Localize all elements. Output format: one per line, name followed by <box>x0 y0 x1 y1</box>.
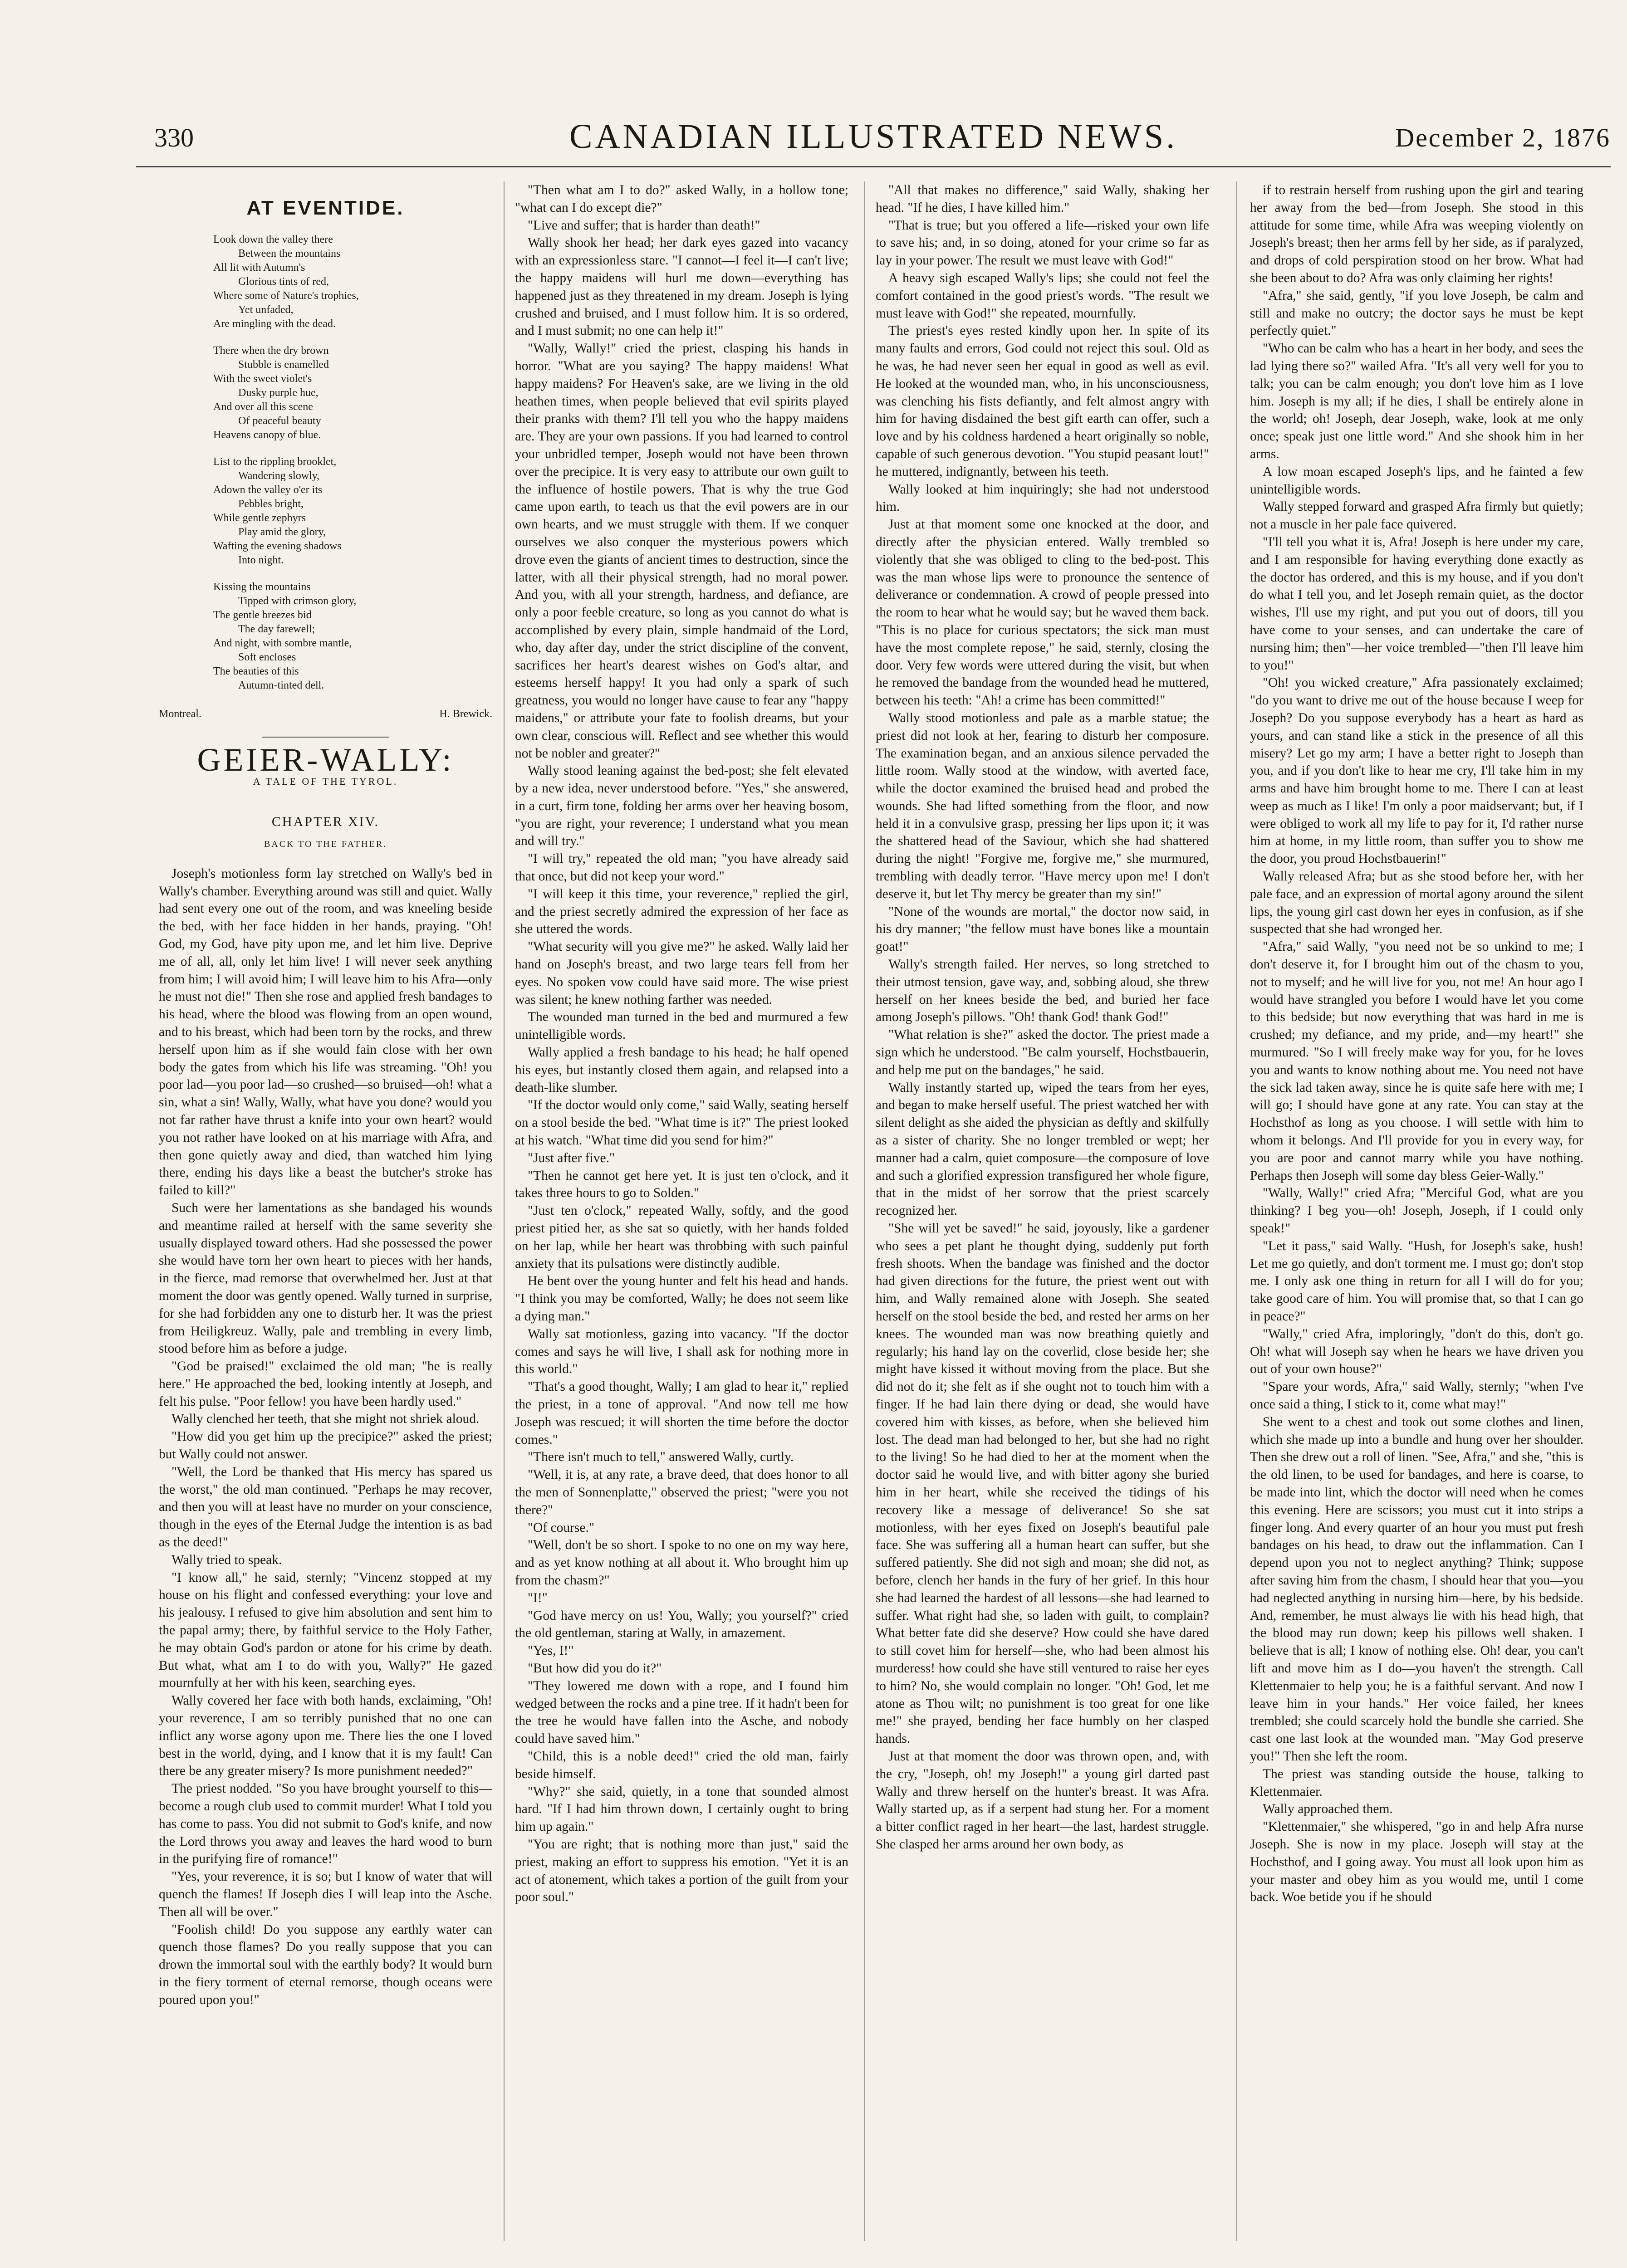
paragraph: "All that makes no difference," said Wally, shaking her head. "If he dies, I have killed him." <box>876 183 1209 215</box>
poem-line: List to the rippling brooklet, <box>213 455 337 468</box>
paragraph: "Let it pass," said Wally. "Hush, for Joseph's sake, hush! Let me go quietly, and don't torment me. I must go; don't stop me. I only ask one thing in return for all I will do for you; take good care of him. You will promise that, so that I can go in peace?" <box>1250 1238 1583 1324</box>
paragraph: "Just ten o'clock," repeated Wally, softly, and the good priest pitied her, as she sat so quietly, with her hands folded on her lap, while her heart was throbbing with such painful anxiety that its pulsations were distinctly audible. <box>515 1203 848 1271</box>
paragraph: "You are right; that is nothing more than just," said the priest, making an effort to suppress his emotion. "Yet it is an act of atonement, which takes a portion of the guilt from your poor soul." <box>515 1837 848 1905</box>
paragraph: Wally clenched her teeth, that she might not shriek aloud. <box>172 1412 480 1427</box>
poem-line: Dusky purple hue, <box>238 386 319 399</box>
poem-line: Glorious tints of red, <box>238 275 329 288</box>
paragraph: She went to a chest and took out some clothes and linen, which she made up into a bundle and hung over her shoulder. Then she drew out a roll of linen. "See, Afra," and she, "this is the old linen, to be used for bandages, and here is coarse, to be made into lint, which the doctor will need when he comes this evening. Here are scissors; you must cut it into strips a finger long. And every quarter of an hour you must put fresh bandages on his head, to draw out the inflammation. Can I depend upon you not to neglect anything? Think; suppose after saving him from the chasm, I should hear that you—you had neglected anything in nursing him—here, by his bedside. And, remember, he must always lie with his head high, that the blood may run down; keep his pillows well shaken. I believe that is all; I know of nothing else. Oh! dear, you can't lift and move him as I do—you haven't the strength. Call Klettenmaier to help you; he is a faithful servant. And now I leave him in your hands." Her voice failed, her knees trembled; she could scarcely hold the bundle she carried. She cast one last look at the wounded man. "May God preserve you!" Then she left the room. <box>1250 1414 1583 1764</box>
chapter-title: BACK TO THE FATHER. <box>264 839 387 849</box>
page-header <box>136 109 1611 163</box>
paragraph: "They lowered me down with a rope, and I found him wedged between the rocks and a pine tree. If it hadn't been for the tree he would have fallen into the Asche, and nobody could have saved him." <box>515 1678 848 1746</box>
paragraph: "Live and suffer; that is harder than death!" <box>528 218 760 233</box>
paragraph: Wally instantly started up, wiped the tears from her eyes, and began to make herself useful. The priest watched her with silent delight as she aided the physician as deftly and skilfully as a sister of charity. She no longer trembled or wept; her manner had a calm, quiet composure—the composure of love and such a glorified expression transfigured her whole figure, that in the midst of her sorrow that the priest scarcely recognized her. <box>876 1080 1209 1218</box>
paragraph: "Yes, your reverence, it is so; but I know of water that will quench the flames! If Joseph dies I will leap into the Asche. Then all will be over." <box>159 1869 492 1919</box>
paragraph: Joseph's motionless form lay stretched on Wally's bed in Wally's chamber. Everything around was still and quiet. Wally had sent every one out of the room, and was kneeling beside the bed, with her face hidden in her hands, praying. "Oh! God, my God, have pity upon me, and let him live. Deprive me of all, all, only let him live! I will never seek anything from him; I will avoid him; I will leave him to his Afra—only he must not die!" Then she rose and applied fresh bandages to his head, where the blood was flowing from an open wound, and to his breast, which had been torn by the rocks, and threw herself upon him as if she would fain close with her own body the gates from which his life was streaming. "Oh! you poor lad—you poor lad—so crushed—so bruised—oh! what a sin, what a sin! Wally, Wally, what have you done? would you not far rather have thrust a knife into your own heart? would you not rather have looked on at his marriage with Afra, and then gone quietly away and died, than watched him lying there, ending his days like a beast the butcher's stroke has failed to kill?" <box>159 866 492 1198</box>
poem-line: With the sweet violet's <box>213 372 312 385</box>
column-text <box>1250 181 1583 1906</box>
paragraph: "God be praised!" exclaimed the old man; "he is really here." He approached the bed, looking intently at Joseph, and felt his pulse. "Poor fellow! you have been hardly used." <box>159 1359 492 1409</box>
paragraph: "Who can be calm who has a heart in her body, and sees the lad lying there so?" wailed Afra. "It's all very well for you to talk; you can be calm enough; you don't love him as I love him. Joseph is my all; if he dies, I shall be entirely alone in the world; oh! Joseph, dear Joseph, wake, look at me only once; speak just one little word." And she shook him in her arms. <box>1250 341 1583 461</box>
column-text <box>876 181 1209 1853</box>
poem-stanza <box>159 580 492 693</box>
issue-date: December 2, 1876 <box>1395 123 1611 152</box>
poem-line: Pebbles bright, <box>238 498 304 510</box>
paragraph: The wounded man turned in the bed and murmured a few unintelligible words. <box>515 1010 848 1042</box>
poem-line: Adown the valley o'er its <box>213 484 323 496</box>
paragraph: "There isn't much to tell," answered Wally, curtly. <box>528 1450 794 1465</box>
paragraph: A low moan escaped Joseph's lips, and he fainted a few unintelligible words. <box>1250 464 1583 497</box>
poem-line: There when the dry brown <box>213 344 329 357</box>
poem-line: Of peaceful beauty <box>238 415 321 427</box>
paragraph: "If the doctor would only come," said Wally, seating herself on a stool beside the bed. "What time is it?" The priest looked at his watch. "What time did you send for him?" <box>515 1098 848 1148</box>
paragraph: "I know all," he said, sternly; "Vincenz stopped at my house on his flight and confessed everything: your love and his jealousy. I refused to give him absolution and sent him to the papal army; there, by faithful service to the Holy Father, he may obtain God's pardon or atone for his crime by death. But what, what am I to do with you, Wally?" He gazed mournfully at her with his keen, searching eyes. <box>159 1570 492 1691</box>
paragraph: He bent over the young hunter and felt his head and hands. "I think you may be comforted, Wally; he does not seem like a dying man." <box>515 1274 848 1324</box>
poem-stanza <box>159 455 492 567</box>
paragraph: "Of course." <box>528 1520 594 1535</box>
poem-line: Kissing the mountains <box>213 581 311 593</box>
paragraph: A heavy sigh escaped Wally's lips; she could not feel the comfort contained in the good priest's words. "The result we must leave with God!" she repeated, mournfully. <box>876 270 1209 321</box>
story-title: GEIER-WALLY: <box>197 741 454 778</box>
poem-signature <box>159 705 492 723</box>
column-divider <box>504 181 505 2241</box>
poem-stanza <box>159 344 492 442</box>
poem-line: The gentle breezes bid <box>213 609 312 621</box>
paragraph: Wally applied a fresh bandage to his head; he half opened his eyes, but instantly closed them again, and relapsed into a death-like slumber. <box>515 1045 848 1095</box>
paragraph: Just at that moment some one knocked at the door, and directly after the physician entered. Wally trembled so violently that she was obliged to cling to the bed-post. This was the man whose lips were to pronounce the sentence of deliverance or condemnation. A crowd of people pressed into the room to hear what he would say; but he waved them back. "This is no place for curious spectators; the sick man must have the most complete repose," he said, sternly, closing the door. Very few words were uttered during the visit, but when he removed the bandage from the wounded head he muttered, between his teeth: "Ah! a crime has been committed!" <box>876 517 1209 708</box>
paragraph: Wally tried to speak. <box>172 1552 282 1567</box>
paragraph: "That's a good thought, Wally; I am glad to hear it," replied the priest, in a tone of approval. "And now tell me how Joseph was rescued; it will shorten the time before the doctor comes." <box>515 1379 848 1447</box>
poem-line: Look down the valley there <box>213 233 333 245</box>
poem-line: Where some of Nature's trophies, <box>213 289 359 302</box>
paragraph: Wally sat motionless, gazing into vacancy. "If the doctor comes and says he will live, I shall ask for nothing more in this world." <box>515 1326 848 1377</box>
paragraph: Wally covered her face with both hands, exclaiming, "Oh! your reverence, I am so terribly punished that no one can inflict any worse agony upon me. There lies the one I loved best in the world, dying, and I know that it is my fault! Can there be any greater misery? Is more punishment needed?" <box>159 1693 492 1779</box>
poem-line: Wafting the evening shadows <box>213 540 342 552</box>
paragraph: Just at that moment the door was thrown open, and, with the cry, "Joseph, oh! my Joseph!" a young girl darted past Wally and threw herself on the hunter's breast. It was Afra. Wally started up, as if a serpent had stung her. For a moment a bitter conflict raged in her heart—the last, hardest struggle. She clasped her arms around her own body, as <box>876 1749 1209 1852</box>
paragraph: "What security will you give me?" he asked. Wally laid her hand on Joseph's breast, and two large tears fell from her eyes. No spoken vow could have said more. The wise priest was silent; he knew nothing farther was needed. <box>515 939 848 1007</box>
paragraph: "Well, don't be so short. I spoke to no one on my way here, and as yet know nothing at all about it. Who brought him up from the chasm?" <box>515 1538 848 1588</box>
paragraph: "Then he cannot get here yet. It is just ten o'clock, and it takes three hours to go to Solden." <box>515 1168 848 1201</box>
paragraph: "Child, this is a noble deed!" cried the old man, fairly beside himself. <box>515 1749 848 1781</box>
column-4 <box>1250 181 1583 2241</box>
paragraph: The priest was standing outside the house, talking to Klettenmaier. <box>1250 1766 1583 1799</box>
column-text <box>159 865 492 2009</box>
paragraph: "I will try," repeated the old man; "you have already said that once, but did not keep your word." <box>515 851 848 884</box>
paragraph: "Oh! you wicked creature," Afra passionately exclaimed; "do you want to drive me out of the house because I weep for Joseph? Do you suppose everybody has a heart as hard as yours, and can stand like a stick in the presence of all this misery? Let go my arm; I have a better right to Joseph than you, and if you don't like to hear me cry, I'll take him in my arms and have him brought home to me. There I can at least weep as much as I like! I'm only a poor maidservant; but, if I were obliged to work all my life to pay for it, I'd rather nurse him at home, in my little room, than suffer you to show me the door, you proud Hochstbauerin!" <box>1250 675 1583 866</box>
chapter-heading: CHAPTER XIV. <box>271 814 380 830</box>
column-text <box>515 181 848 1906</box>
column-divider <box>864 181 865 2241</box>
paragraph: "Just after five." <box>528 1150 615 1165</box>
paragraph: Such were her lamentations as she bandaged his wounds and meantime railed at herself with the same severity she usually displayed toward others. Had she possessed the power she would have torn her own heart to pieces with her hands, in the fierce, mad remorse that overwhelmed her. Just at that moment the door was gently opened. Wally turned in surprise, for she had forbidden any one to disturb her. It was the priest from Heiligkreuz. Wally, pale and trembling in every limb, stood before him as before a judge. <box>159 1200 492 1356</box>
poem-author: H. Brewick. <box>439 708 492 720</box>
paragraph: "Spare your words, Afra," said Wally, sternly; "when I've once said a thing, I stick to it, come what may!" <box>1250 1379 1583 1412</box>
paragraph: "I!" <box>528 1590 548 1605</box>
poem-line: Play amid the glory, <box>238 526 326 538</box>
column-2 <box>515 181 848 2241</box>
paragraph: Wally shook her head; her dark eyes gazed into vacancy with an expressionless stare. "I cannot—I feel it—I can't live; the happy maidens will hurl me down—everything has happened just as they threatened in my dream. Joseph is lying crushed and bruised, and I must follow him. It is so ordered, and I must submit; no one can help it!" <box>515 235 848 338</box>
poem-line: Tipped with crimson glory, <box>238 595 357 607</box>
paragraph: "Klettenmaier," she whispered, "go in and help Afra nurse Joseph. She is now in my place. Joseph will stay at the Hochsthof, and I going away. You must all look upon him as your master and obey him as you would me, until I come back. Woe betide you if he should <box>1250 1819 1583 1905</box>
paragraph: Wally approached them. <box>1263 1802 1393 1817</box>
poem-line: Heavens canopy of blue. <box>213 429 321 441</box>
section-divider <box>262 737 389 738</box>
poem-line: All lit with Autumn's <box>213 261 305 274</box>
paragraph: "But how did you do it?" <box>528 1661 662 1676</box>
paragraph: The priest's eyes rested kindly upon her. In spite of its many faults and errors, God could not reject this soul. Old as he was, he had never seen her equal in good as well as evil. He looked at the wounded man, who, in his unconsciousness, was clenching his fists defiantly, and felt almost angry with him for having disdained the best gift earth can offer, such a love and by his coldness hardened a heart originally so noble, capable of such generous devotion. "You stupid peasant lout!" he muttered, indignantly, between his teeth. <box>876 323 1209 479</box>
poem-line: Between the mountains <box>238 247 341 259</box>
paragraph: "How did you get him up the precipice?" asked the priest; but Wally could not answer. <box>159 1429 492 1462</box>
paragraph: Wally looked at him inquiringly; she had not understood him. <box>876 482 1209 514</box>
poem-body <box>159 233 492 693</box>
poem-stanza <box>159 233 492 331</box>
paragraph: The priest nodded. "So you have brought yourself to this—become a rough club used to commit murder! What I told you has come to pass. You did not submit to God's knife, and now the Lord throws you away and leaves the hard wood to burn in the purifying fire of romance!" <box>159 1781 492 1867</box>
paragraph: "Afra," she said, gently, "if you love Joseph, be calm and still and make no outcry; the doctor says he must be kept perfectly quiet." <box>1250 288 1583 338</box>
poem-line: Wandering slowly, <box>238 469 320 482</box>
publication-title: CANADIAN ILLUSTRATED NEWS. <box>569 117 1178 156</box>
poem-line: Stubble is enamelled <box>238 358 329 371</box>
poem-line: The day farewell; <box>238 623 315 635</box>
poem-title: AT EVENTIDE. <box>246 197 405 219</box>
poem-place: Montreal. <box>159 708 201 720</box>
poem-line: Are mingling with the dead. <box>213 318 336 330</box>
paragraph: Wally stood leaning against the bed-post; she felt elevated by a new idea, never understood before. "Yes," she answered, in a curt, firm tone, folding her arms over her heaving bosom, "you are right, your reverence; I understand what you mean and will try." <box>515 763 848 849</box>
column-3 <box>876 181 1209 2241</box>
paragraph: "Why?" she said, quietly, in a tone that sounded almost hard. "If I had him thrown down, I certainly ought to bring him up again." <box>515 1784 848 1834</box>
paragraph: "She will yet be saved!" he said, joyously, like a gardener who sees a pet plant he thought dying, suddenly put forth fresh shoots. When the bandage was finished and the doctor had given directions for the future, the priest went out with him, and Wally remained alone with Joseph. She seated herself on the stool beside the bed, and rested her arms on her knees. The wounded man was now breathing quietly and regularly; his hand lay on the coverlid, close beside her; she might have kissed it without moving from the place. But she did not do it; she felt as if she ought not to touch him with a finger. If he had lain there dying or dead, she would have covered him with kisses, as before, when she believed him lost. The dead man had belonged to her, but she had no right to the living! So he had died to her at the moment when the doctor said he would live, and with bitter agony she buried him in her heart, while she received the tidings of his recovery like a message of deliverance! So she sat motionless, with her eyes fixed on Joseph's beautiful pale face. She was suffering all a human heart can suffer, but she suffered patiently. She did not sigh and moan; she did not, as before, clench her hands in the fury of her grief. In this hour she had learned the hardest of all lessons—she had learned to suffer. What right had she, so laden with guilt, to complain? What better fate did she deserve? How could she have dared to still covet him for herself—she, who had been almost his murderess! how could she have still ventured to raise her eyes to him? No, she would complain no longer. "Oh! God, let me atone as Thou wilt; no punishment is too great for one like me!" she prayed, bending her face humbly on her clasped hands. <box>876 1221 1209 1746</box>
paragraph: "Well, it is, at any rate, a brave deed, that does honor to all the men of Sonnenplatte," observed the priest; "were you not there?" <box>515 1467 848 1517</box>
poem-line: While gentle zephyrs <box>213 512 306 524</box>
paragraph: "God have mercy on us! You, Wally; you yourself?" cried the old gentleman, staring at Wally, in amazement. <box>515 1608 848 1641</box>
paragraph: "Yes, I!" <box>528 1643 574 1658</box>
paragraph: "Wally, Wally!" cried the priest, clasping his hands in horror. "What are you saying? The happy maidens! What happy maidens? For Heaven's sake, are we living in the old heathen times, when people believed that evil spirits played their pranks with them? I'll tell you who the happy maidens are. They are your own passions. If you had learned to control your unbridled temper, Joseph would not have been thrown over the precipice. It is very easy to attribute our own guilt to the influence of hostile powers. That is why the true God came upon earth, to teach us that the evil powers are in our own hearts, and we must struggle with them. If we conquer ourselves we also conquer the mysterious powers which drove even the giants of ancient times to destruction, since the latter, with all their physical strength, had no moral power. And you, with all your strength, hardness, and defiance, are only a poor feeble creature, so long as you cannot do what is accomplished by every plain, simple handmaid of the Lord, who, day after day, under the strict discipline of the convent, sacrifices her heart's dearest wishes on God's altar, and esteems herself happy! It you had only a spark of such greatness, you would no longer have cause to fear any "happy maidens," or attribute your fate to foolish dreams, but your own clear, conscious will. Reflect and see whether this would not be nobler and greater?" <box>515 341 848 761</box>
page-number: 330 <box>154 123 194 152</box>
poem-line: Autumn-tinted dell. <box>238 679 324 691</box>
poem-line: And night, with sombre mantle, <box>213 637 352 649</box>
newspaper-page <box>136 109 1611 2250</box>
paragraph: "Well, the Lord be thanked that His mercy has spared us the worst," the old man continued. "Perhaps he may recover, and then you will at least have no murder on your conscience, though in the eyes of the Eternal Judge the intention is as bad as the deed!" <box>159 1464 492 1550</box>
header-rule <box>136 166 1611 167</box>
paragraph: "Afra," said Wally, "you need not be so unkind to me; I don't deserve it, for I brought him out of the chasm to you, not to myself; and he will live for you, not me! An hour ago I would have strangled you before I would have let you come to this bedside; but now everything that was hard in me is crushed; my defiance, and my pride, and—my heart!" she murmured. "So I will freely make way for you, for he loves you and wants to know nothing about me. You need not have the sick lad taken away, since he is quite safe here with me; I will go; I should have gone at any rate. You can stay at the Hochsthof as long as you choose. I will settle with him to whom it belongs. And I'll provide for you in every way, for you are poor and cannot marry while you have nothing. Perhaps then Joseph will some day bless Geier-Wally." <box>1250 939 1583 1183</box>
paragraph: "Wally," cried Afra, imploringly, "don't do this, don't go. Oh! what will Joseph say when he hears we have driven you out of your own house?" <box>1250 1326 1583 1377</box>
paragraph: if to restrain herself from rushing upon the girl and tearing her away from the bed—from Joseph. She stood in this attitude for some time, while Afra was weeping violently on Joseph's breast; then her arms fell by her side, as if paralyzed, and drops of cold perspiration stood on her brow. What had she been about to do? Afra was only claiming her rights! <box>1250 183 1583 285</box>
paragraph: Wally released Afra; but as she stood before her, with her pale face, and an expression of mortal agony around the silent lips, the young girl cast down her eyes in confusion, as if she suspected that she had wronged her. <box>1250 869 1583 937</box>
column-divider <box>1236 181 1237 2241</box>
paragraph: "Foolish child! Do you suppose any earthly water can quench those flames? Do you really suppose that you can drown the immortal soul with the earthly body? It would burn in the fiery torment of eternal remorse, though oceans were poured upon you!" <box>159 1922 492 2007</box>
poem-line: Soft encloses <box>238 651 296 663</box>
poem-line: Yet unfaded, <box>238 303 294 316</box>
paragraph: "None of the wounds are mortal," the doctor now said, in his dry manner; "the fellow must have bones like a mountain goat!" <box>876 904 1209 954</box>
paragraph: "I'll tell you what it is, Afra! Joseph is here under my care, and I am responsible for having everything done exactly as the doctor has ordered, and this is my house, and if you don't do what I tell you, and let Joseph remain quiet, as the doctor wishes, I'll use my right, and put you out of doors, till you have come to your senses, and can undertake the care of nursing him; then"—her voice trembled—"then I'll leave him to you!" <box>1250 534 1583 673</box>
poem-line: Into night. <box>238 554 284 566</box>
paragraph: "What relation is she?" asked the doctor. The priest made a sign which he understood. "Be calm yourself, Hochstbauerin, and help me put on the bandages," he said. <box>876 1027 1209 1077</box>
paragraph: Wally stood motionless and pale as a marble statue; the priest did not look at her, fearing to disturb her composure. The examination began, and an anxious silence pervaded the little room. Wally stood at the window, with averted face, while the doctor examined the bruised head and probed the wounds. She had lifted something from the floor, and now held it in a convulsive grasp, pressing her lips upon it; it was the shattered head of the Saviour, which she had shattered during the night! "Forgive me, forgive me," she murmured, trembling with deadly terror. "Have mercy upon me! I don't deserve it, but let Thy mercy be greater than my sin!" <box>876 710 1209 901</box>
paragraph: "I will keep it this time, your reverence," replied the girl, and the priest secretly admired the expression of her face as she uttered the words. <box>515 886 848 937</box>
paragraph: "Then what am I to do?" asked Wally, in a hollow tone; "what can I do except die?" <box>515 183 848 215</box>
story-subtitle: A TALE OF THE TYROL. <box>253 776 398 787</box>
column-1 <box>159 181 492 2241</box>
poem-line: The beauties of this <box>213 665 299 677</box>
poem-line: And over all this scene <box>213 401 313 413</box>
paragraph: "Wally, Wally!" cried Afra; "Merciful God, what are you thinking? I beg you—oh! Joseph, Joseph, if I could only speak!" <box>1250 1186 1583 1236</box>
paragraph: Wally stepped forward and grasped Afra firmly but quietly; not a muscle in her pale face quivered. <box>1250 499 1583 532</box>
paragraph: "That is true; but you offered a life—risked your own life to save his; and, in so doing, atoned for your crime so far as lay in your power. The result we must leave with God!" <box>876 218 1209 268</box>
paragraph: Wally's strength failed. Her nerves, so long stretched to their utmost tension, gave way, and, sobbing aloud, she threw herself on her knees beside the bed, and buried her face among Joseph's pillows. "Oh! thank God! thank God!" <box>876 957 1209 1025</box>
